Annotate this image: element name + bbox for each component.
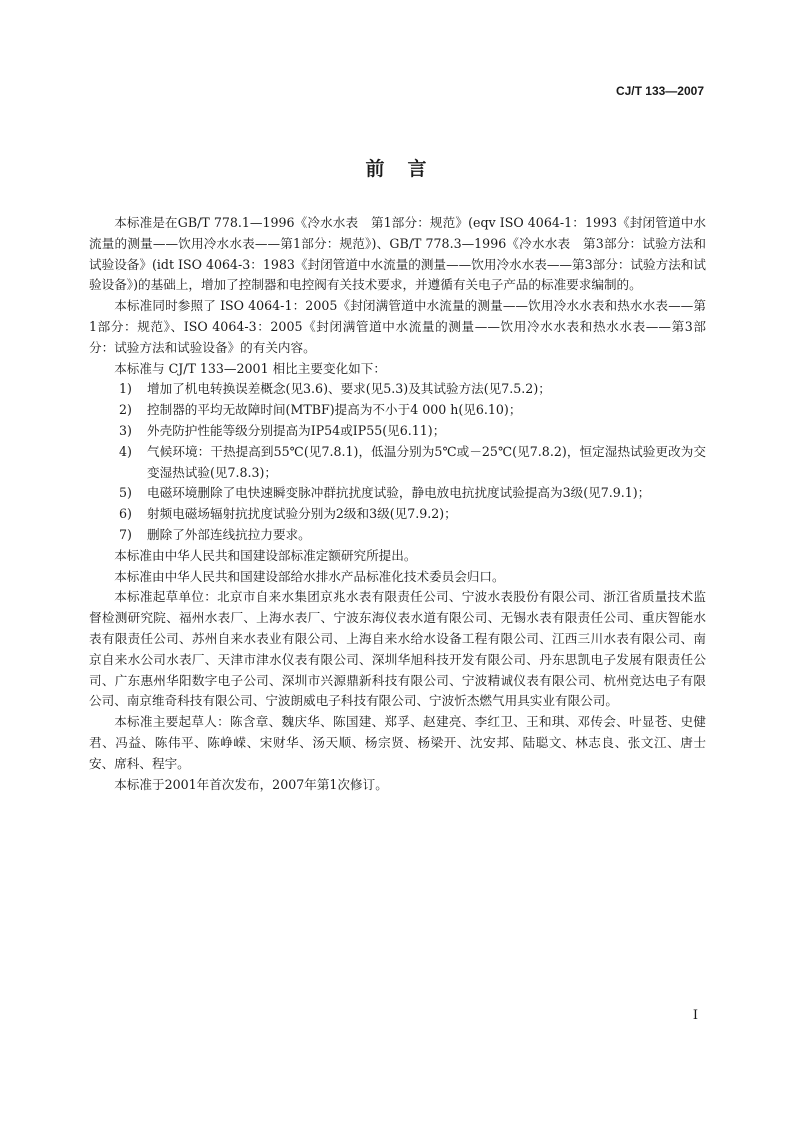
page-number: I: [692, 1008, 698, 1023]
list-item-number: 4): [119, 443, 132, 459]
list-item: [89, 483, 706, 504]
list-item-text: 删除了外部连线抗拉力要求。: [147, 526, 311, 542]
list-item: [89, 421, 706, 442]
list-item-number: 6): [119, 506, 132, 522]
paragraph-drafters: 本标准主要起草人：陈含章、魏庆华、陈国建、郑孚、赵建亮、李红卫、王和琪、邓传会、叶显苍、史健君、冯益、陈伟平、陈峥嵘、宋财华、汤天顺、杨宗贤、杨梁开、沈安邦、陆聪文、林志良、张文江、唐士安、席科、程宇。: [89, 714, 706, 771]
list-item-text: 增加了机电转换误差概念(见3.6)、要求(见5.3)及其试验方法(见7.5.2)；: [147, 381, 551, 397]
list-item-text: 外壳防护性能等级分别提高为IP54或IP55(见6.11)；: [147, 422, 446, 438]
paragraph-references: 本标准同时参照了 ISO 4064-1：2005《封闭满管道中水流量的测量——饮用冷水水表和热水水表——第1部分：规范》、ISO 4064-3：2005《封闭满管道中水流量的测量——饮用冷水水表和热水水表——第3部分：试验方法和试验设备》的有关内容。: [89, 298, 706, 355]
list-item-text: 气候环境：干热提高到55℃(见7.8.1)，低温分别为5℃或－25℃(见7.8.2)，恒定湿热试验更改为交变湿热试验(见7.8.3)；: [147, 443, 706, 480]
list-item: [89, 442, 706, 484]
document-code: CJ/T 133—2007: [615, 84, 704, 98]
foreword-body: [89, 213, 706, 795]
list-item: [89, 525, 706, 546]
list-item-text: 电磁环境删除了电快速瞬变脉冲群抗扰度试验，静电放电抗扰度试验提高为3级(见7.9.1)；: [147, 485, 651, 501]
list-item-number: 5): [119, 485, 132, 501]
list-item-number: 1): [119, 381, 132, 397]
list-item-number: 7): [119, 526, 132, 542]
paragraph-changes-intro: 本标准与 CJ/T 133—2001 相比主要变化如下：: [114, 360, 386, 376]
list-item: [89, 379, 706, 400]
page-title: 前 言: [365, 158, 429, 180]
paragraph-committee: 本标准由中华人民共和国建设部给水排水产品标准化技术委员会归口。: [114, 568, 505, 584]
list-item: [89, 504, 706, 525]
list-item: [89, 400, 706, 421]
paragraph-proposer: 本标准由中华人民共和国建设部标准定额研究所提出。: [114, 547, 417, 563]
paragraph-publication: 本标准于2001年首次发布，2007年第1次修订。: [114, 776, 388, 792]
paragraph-basis: 本标准是在GB/T 778.1—1996《冷水水表 第1部分：规范》(eqv ISO 4064-1：1993《封闭管道中水流量的测量——饮用冷水水表——第1部分：规范》)、GB/T 778.3—1996《冷水水表 第3部分：试验方法和试验设备》(idt ISO 4064-3：1983《封闭管道中水流量的测量——饮用冷水水表——第3部分：试验方法和试验设备》)的基础上，增加了控制器和电控阀有关技术要求，并遵循有关电子产品的标准要求编制的。: [89, 215, 706, 293]
list-item-text: 控制器的平均无故障时间(MTBF)提高为不小于4 000 h(见6.10)；: [147, 402, 522, 418]
list-item-text: 射频电磁场辐射抗扰度试验分别为2级和3级(见7.9.2)；: [147, 506, 457, 522]
list-item-number: 2): [119, 402, 132, 418]
list-item-number: 3): [119, 422, 132, 438]
paragraph-drafting-units: 本标准起草单位：北京市自来水集团京兆水表有限责任公司、宁波水表股份有限公司、浙江省质量技术监督检测研究院、福州水表厂、上海水表厂、宁波东海仪表水道有限公司、无锡水表有限责任公司、重庆智能水表有限责任公司、苏州自来水表业有限公司、上海自来水给水设备工程有限公司、江西三川水表有限公司、南京自来水公司水表厂、天津市津水仪表有限公司、深圳华旭科技开发有限公司、丹东思凯电子发展有限责任公司、广东惠州华阳数字电子公司、深圳市兴源鼎新科技有限公司、宁波精诚仪表有限公司、杭州竞达电子有限公司、南京维奇科技有限公司、宁波朗威电子科技有限公司、宁波忻杰燃气用具实业有限公司。: [89, 589, 706, 709]
